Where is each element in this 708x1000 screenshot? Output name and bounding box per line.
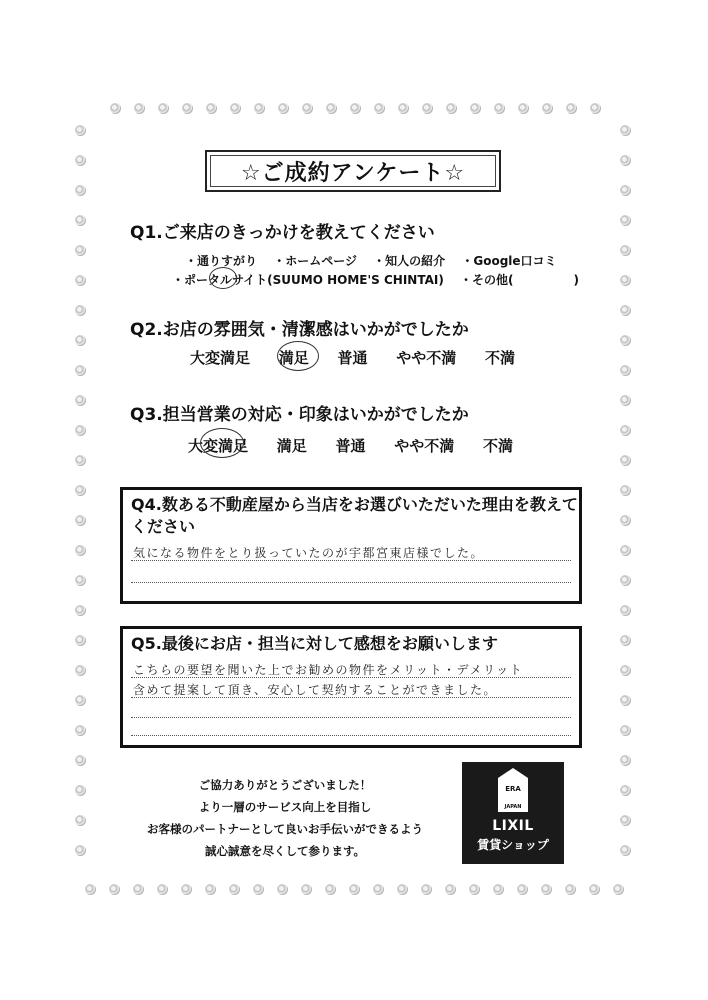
border-dot [494, 103, 505, 114]
q1-option-walkby[interactable]: ・通りすがり [185, 254, 258, 268]
border-dot [620, 515, 631, 526]
border-dot [620, 425, 631, 436]
border-dot [620, 665, 631, 676]
border-dot [133, 884, 144, 895]
border-dot [326, 103, 337, 114]
border-dot [230, 103, 241, 114]
closing-line-3: お客様のパートナーとして良いお手伝いができるよう [147, 822, 423, 836]
border-dot [75, 125, 86, 136]
border-dot [542, 103, 553, 114]
border-dot [75, 485, 86, 496]
q1-options-row1 [185, 252, 569, 269]
q3-option-neutral[interactable]: 普通 [335, 437, 366, 455]
q5-answer-box [120, 626, 582, 748]
border-dot [620, 755, 631, 766]
border-dot [421, 884, 432, 895]
border-dot [590, 103, 601, 114]
border-dot [75, 245, 86, 256]
border-dot [75, 665, 86, 676]
border-dot [349, 884, 360, 895]
border-dot [278, 103, 289, 114]
border-dot [75, 845, 86, 856]
border-dot [620, 605, 631, 616]
border-dot [518, 103, 529, 114]
closing-line-4: 誠心誠意を尽くして参ります。 [204, 844, 366, 858]
lixil-logo [462, 762, 564, 864]
border-dot [75, 815, 86, 826]
border-dot [181, 884, 192, 895]
q1-option-referral[interactable]: ・知人の紹介 [373, 254, 446, 268]
border-dot [620, 185, 631, 196]
border-dot [620, 305, 631, 316]
border-dot [75, 365, 86, 376]
border-dot [397, 884, 408, 895]
q2-option-very-satisfied[interactable]: 大変満足 [190, 349, 251, 367]
survey-title [205, 150, 501, 192]
border-dot [470, 103, 481, 114]
border-dot [205, 884, 216, 895]
border-dot [620, 695, 631, 706]
border-dot [620, 485, 631, 496]
border-dot [374, 103, 385, 114]
border-dot [620, 395, 631, 406]
q4-heading-line2: ください [131, 517, 196, 536]
border-dot [75, 725, 86, 736]
q5-heading: Q5.最後にお店・担当に対して感想をお願いします [131, 634, 498, 653]
border-dot [493, 884, 504, 895]
border-dot [445, 884, 456, 895]
border-dot [75, 425, 86, 436]
logo-brand-name: LIXIL [492, 818, 534, 834]
border-dot [157, 884, 168, 895]
q1-option-homepage[interactable]: ・ホームページ [273, 254, 357, 268]
border-dot [446, 103, 457, 114]
q3-option-somewhat-dissatisfied[interactable]: やや不満 [394, 437, 455, 455]
border-dot [254, 103, 265, 114]
q2-heading: Q2.お店の雰囲気・清潔感はいかがでしたか [130, 320, 469, 340]
q1-option-other[interactable]: ・その他( ) [460, 273, 579, 287]
border-dot [75, 635, 86, 646]
border-dot [75, 275, 86, 286]
border-dot [620, 125, 631, 136]
border-dot [620, 575, 631, 586]
border-dot [75, 395, 86, 406]
border-dot [469, 884, 480, 895]
q3-option-satisfied[interactable]: 満足 [276, 437, 307, 455]
border-dot [85, 884, 96, 895]
survey-title-text: ☆ご成約アンケート☆ [240, 160, 466, 186]
logo-shop-name: 賃貸ショップ [477, 838, 549, 852]
border-dot [613, 884, 624, 895]
border-dot [182, 103, 193, 114]
era-emblem-bottom: JAPAN [504, 804, 522, 810]
border-dot [620, 155, 631, 166]
border-dot [75, 305, 86, 316]
border-dot [620, 785, 631, 796]
border-dot [75, 695, 86, 706]
border-dot [517, 884, 528, 895]
border-dot [373, 884, 384, 895]
q2-option-satisfied[interactable]: 満足 [278, 349, 309, 367]
border-dot [109, 884, 120, 895]
border-dot [620, 545, 631, 556]
q1-option-google-review[interactable]: ・Google口コミ [461, 254, 557, 268]
border-dot [541, 884, 552, 895]
border-dot [620, 335, 631, 346]
border-dot [110, 103, 121, 114]
q5-answer-line-4 [131, 735, 571, 736]
border-dot [398, 103, 409, 114]
border-dot [158, 103, 169, 114]
border-dot [620, 725, 631, 736]
q3-option-very-satisfied[interactable]: 大変満足 [188, 437, 249, 455]
border-dot [75, 155, 86, 166]
border-dot [620, 635, 631, 646]
border-dot [134, 103, 145, 114]
q4-answer-box [120, 487, 582, 604]
q2-rating-row [190, 347, 515, 368]
border-dot [620, 215, 631, 226]
border-dot [620, 275, 631, 286]
era-emblem-top: ERA [505, 785, 521, 793]
border-dot [620, 815, 631, 826]
border-dot [206, 103, 217, 114]
q4-heading [131, 494, 578, 538]
border-dot [75, 545, 86, 556]
border-dot [566, 103, 577, 114]
border-dot [277, 884, 288, 895]
border-dot [325, 884, 336, 895]
border-dot [253, 884, 264, 895]
q4-heading-line1: Q4.数ある不動産屋から当店をお選びいただいた理由を教えて [131, 495, 578, 514]
border-dot [75, 215, 86, 226]
border-dot [589, 884, 600, 895]
era-house-icon [498, 778, 528, 812]
border-dot [75, 335, 86, 346]
border-dot [301, 884, 312, 895]
border-dot [75, 785, 86, 796]
border-dot [620, 455, 631, 466]
q3-selection-circle [200, 428, 244, 458]
closing-line-1: ご協力ありがとうございました！ [198, 778, 372, 792]
q2-selection-circle [277, 341, 319, 371]
q4-answer-text[interactable]: 気になる物件をとり扱っていたのが宇都宮東店様でした。 [133, 546, 485, 560]
border-dot [620, 845, 631, 856]
border-dot [565, 884, 576, 895]
border-dot [422, 103, 433, 114]
q1-heading: Q1.ご来店のきっかけを教えてください [130, 223, 435, 243]
border-dot [75, 515, 86, 526]
closing-line-2: より一層のサービス向上を目指し [198, 800, 372, 814]
closing-message [120, 774, 450, 862]
border-dot [620, 365, 631, 376]
q5-answer-line-3 [131, 717, 571, 718]
q1-selection-circle [209, 267, 237, 289]
q4-answer-line-2 [131, 582, 571, 583]
border-dot [302, 103, 313, 114]
q3-option-dissatisfied[interactable]: 不満 [482, 437, 513, 455]
q2-option-somewhat-dissatisfied[interactable]: やや不満 [396, 349, 457, 367]
q5-answer-text-line2[interactable]: 含めて提案して頂き、安心して契約することができました。 [133, 683, 498, 697]
border-dot [75, 185, 86, 196]
border-dot [75, 605, 86, 616]
border-dot [620, 245, 631, 256]
q5-answer-text-line1[interactable]: こちらの要望を聞いた上でお勧めの物件をメリット・デメリット [133, 663, 524, 677]
border-dot [350, 103, 361, 114]
q2-option-neutral[interactable]: 普通 [337, 349, 368, 367]
q2-option-dissatisfied[interactable]: 不満 [484, 349, 515, 367]
q1-option-portal-site[interactable]: ・ポータルサイト(SUUMO HOME'S CHINTAI) [172, 273, 444, 287]
border-dot [75, 755, 86, 766]
q3-heading: Q3.担当営業の対応・印象はいかがでしたか [130, 405, 469, 425]
border-dot [75, 575, 86, 586]
border-dot [75, 455, 86, 466]
border-dot [229, 884, 240, 895]
